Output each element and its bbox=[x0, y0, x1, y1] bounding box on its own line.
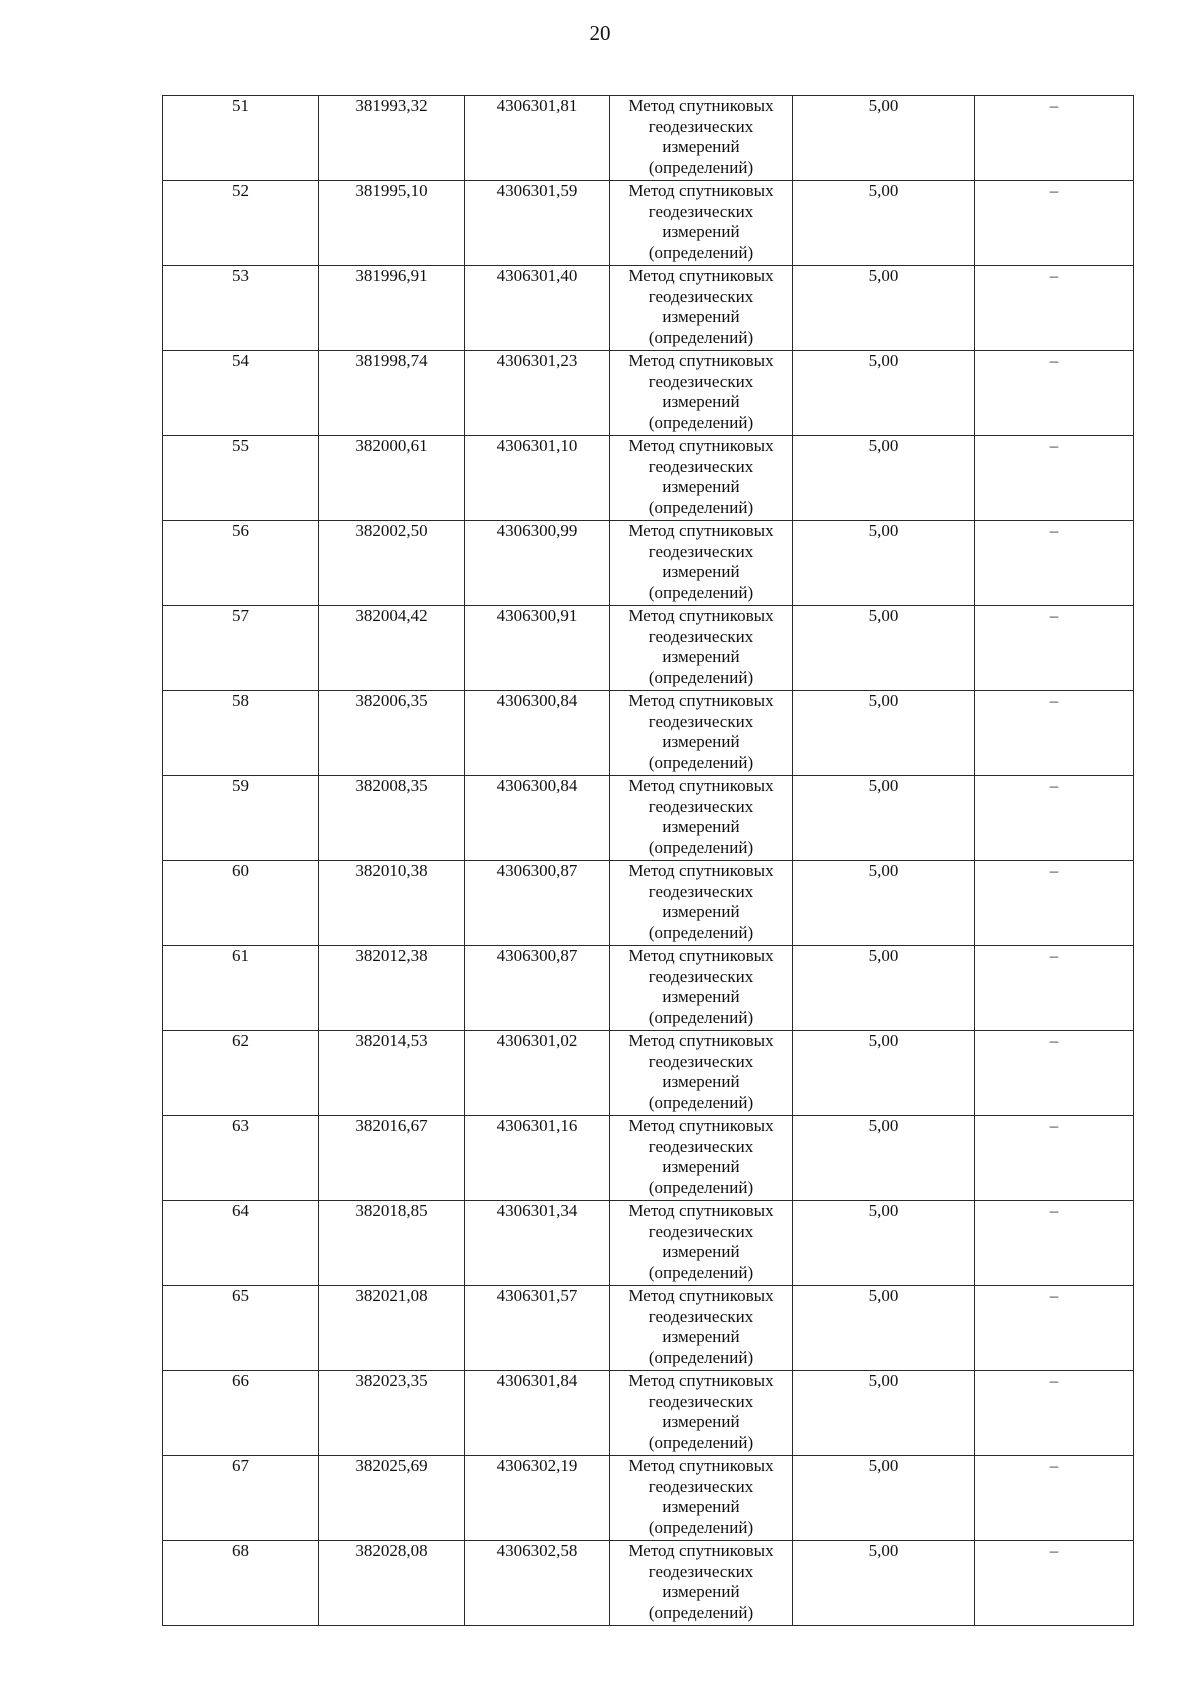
cell-point-number: 58 bbox=[163, 691, 319, 776]
cell-point-number: 53 bbox=[163, 266, 319, 351]
cell-note: – bbox=[975, 776, 1134, 861]
cell-x-coordinate: 382023,35 bbox=[319, 1371, 465, 1456]
cell-method: Метод спутниковых геодезических измерений (определений) bbox=[610, 1286, 793, 1371]
page-number: 20 bbox=[589, 21, 611, 45]
cell-point-number: 64 bbox=[163, 1201, 319, 1286]
cell-point-number: 66 bbox=[163, 1371, 319, 1456]
cell-y-coordinate: 4306301,23 bbox=[465, 351, 610, 436]
table-row bbox=[163, 1031, 1134, 1116]
cell-accuracy: 5,00 bbox=[793, 1031, 975, 1116]
cell-x-coordinate: 382012,38 bbox=[319, 946, 465, 1031]
cell-y-coordinate: 4306302,19 bbox=[465, 1456, 610, 1541]
cell-method: Метод спутниковых геодезических измерений (определений) bbox=[610, 181, 793, 266]
cell-x-coordinate: 382028,08 bbox=[319, 1541, 465, 1626]
cell-accuracy: 5,00 bbox=[793, 776, 975, 861]
cell-note: – bbox=[975, 1116, 1134, 1201]
cell-note: – bbox=[975, 351, 1134, 436]
cell-point-number: 54 bbox=[163, 351, 319, 436]
cell-note: – bbox=[975, 691, 1134, 776]
cell-method: Метод спутниковых геодезических измерений (определений) bbox=[610, 96, 793, 181]
cell-method: Метод спутниковых геодезических измерений (определений) bbox=[610, 1456, 793, 1541]
cell-x-coordinate: 382016,67 bbox=[319, 1116, 465, 1201]
cell-accuracy: 5,00 bbox=[793, 1201, 975, 1286]
cell-method: Метод спутниковых геодезических измерений (определений) bbox=[610, 521, 793, 606]
table-row bbox=[163, 861, 1134, 946]
cell-x-coordinate: 382010,38 bbox=[319, 861, 465, 946]
cell-note: – bbox=[975, 1456, 1134, 1541]
cell-x-coordinate: 382018,85 bbox=[319, 1201, 465, 1286]
cell-accuracy: 5,00 bbox=[793, 266, 975, 351]
cell-y-coordinate: 4306300,87 bbox=[465, 946, 610, 1031]
table-row bbox=[163, 96, 1134, 181]
cell-method: Метод спутниковых геодезических измерений (определений) bbox=[610, 776, 793, 861]
cell-point-number: 68 bbox=[163, 1541, 319, 1626]
cell-point-number: 52 bbox=[163, 181, 319, 266]
cell-note: – bbox=[975, 436, 1134, 521]
cell-note: – bbox=[975, 861, 1134, 946]
table-row bbox=[163, 266, 1134, 351]
cell-y-coordinate: 4306301,57 bbox=[465, 1286, 610, 1371]
cell-note: – bbox=[975, 96, 1134, 181]
cell-method: Метод спутниковых геодезических измерений (определений) bbox=[610, 1371, 793, 1456]
cell-y-coordinate: 4306301,10 bbox=[465, 436, 610, 521]
cell-y-coordinate: 4306302,58 bbox=[465, 1541, 610, 1626]
cell-accuracy: 5,00 bbox=[793, 1456, 975, 1541]
cell-method: Метод спутниковых геодезических измерений (определений) bbox=[610, 1031, 793, 1116]
cell-accuracy: 5,00 bbox=[793, 181, 975, 266]
cell-method: Метод спутниковых геодезических измерений (определений) bbox=[610, 946, 793, 1031]
cell-note: – bbox=[975, 1286, 1134, 1371]
table-row bbox=[163, 606, 1134, 691]
cell-y-coordinate: 4306301,34 bbox=[465, 1201, 610, 1286]
cell-note: – bbox=[975, 1201, 1134, 1286]
cell-method: Метод спутниковых геодезических измерений (определений) bbox=[610, 606, 793, 691]
cell-point-number: 56 bbox=[163, 521, 319, 606]
cell-note: – bbox=[975, 606, 1134, 691]
cell-point-number: 55 bbox=[163, 436, 319, 521]
table-row bbox=[163, 1371, 1134, 1456]
cell-y-coordinate: 4306301,59 bbox=[465, 181, 610, 266]
cell-point-number: 59 bbox=[163, 776, 319, 861]
cell-method: Метод спутниковых геодезических измерений (определений) bbox=[610, 691, 793, 776]
cell-note: – bbox=[975, 266, 1134, 351]
cell-y-coordinate: 4306301,02 bbox=[465, 1031, 610, 1116]
cell-method: Метод спутниковых геодезических измерений (определений) bbox=[610, 1541, 793, 1626]
cell-y-coordinate: 4306301,40 bbox=[465, 266, 610, 351]
cell-y-coordinate: 4306300,99 bbox=[465, 521, 610, 606]
cell-accuracy: 5,00 bbox=[793, 96, 975, 181]
cell-x-coordinate: 382004,42 bbox=[319, 606, 465, 691]
table-row bbox=[163, 776, 1134, 861]
cell-accuracy: 5,00 bbox=[793, 1541, 975, 1626]
table-row bbox=[163, 181, 1134, 266]
cell-accuracy: 5,00 bbox=[793, 606, 975, 691]
coordinates-table bbox=[162, 95, 1134, 1626]
cell-accuracy: 5,00 bbox=[793, 1371, 975, 1456]
cell-method: Метод спутниковых геодезических измерений (определений) bbox=[610, 436, 793, 521]
cell-point-number: 63 bbox=[163, 1116, 319, 1201]
cell-y-coordinate: 4306300,87 bbox=[465, 861, 610, 946]
cell-note: – bbox=[975, 1371, 1134, 1456]
cell-y-coordinate: 4306301,81 bbox=[465, 96, 610, 181]
cell-point-number: 61 bbox=[163, 946, 319, 1031]
cell-accuracy: 5,00 bbox=[793, 1116, 975, 1201]
cell-point-number: 67 bbox=[163, 1456, 319, 1541]
table-row bbox=[163, 1201, 1134, 1286]
cell-accuracy: 5,00 bbox=[793, 521, 975, 606]
cell-method: Метод спутниковых геодезических измерений (определений) bbox=[610, 861, 793, 946]
cell-y-coordinate: 4306300,84 bbox=[465, 691, 610, 776]
cell-x-coordinate: 381993,32 bbox=[319, 96, 465, 181]
table-row bbox=[163, 1541, 1134, 1626]
cell-method: Метод спутниковых геодезических измерений (определений) bbox=[610, 1201, 793, 1286]
cell-note: – bbox=[975, 1031, 1134, 1116]
cell-accuracy: 5,00 bbox=[793, 436, 975, 521]
cell-note: – bbox=[975, 1541, 1134, 1626]
cell-point-number: 65 bbox=[163, 1286, 319, 1371]
cell-x-coordinate: 382002,50 bbox=[319, 521, 465, 606]
cell-accuracy: 5,00 bbox=[793, 351, 975, 436]
cell-accuracy: 5,00 bbox=[793, 1286, 975, 1371]
cell-point-number: 62 bbox=[163, 1031, 319, 1116]
cell-y-coordinate: 4306301,84 bbox=[465, 1371, 610, 1456]
cell-accuracy: 5,00 bbox=[793, 946, 975, 1031]
cell-note: – bbox=[975, 521, 1134, 606]
cell-note: – bbox=[975, 946, 1134, 1031]
cell-point-number: 60 bbox=[163, 861, 319, 946]
table-row bbox=[163, 521, 1134, 606]
cell-x-coordinate: 382014,53 bbox=[319, 1031, 465, 1116]
table-row bbox=[163, 1456, 1134, 1541]
cell-point-number: 51 bbox=[163, 96, 319, 181]
table-row bbox=[163, 691, 1134, 776]
cell-x-coordinate: 382025,69 bbox=[319, 1456, 465, 1541]
table-row bbox=[163, 436, 1134, 521]
table-row bbox=[163, 1116, 1134, 1201]
cell-point-number: 57 bbox=[163, 606, 319, 691]
cell-x-coordinate: 381996,91 bbox=[319, 266, 465, 351]
cell-x-coordinate: 381998,74 bbox=[319, 351, 465, 436]
cell-y-coordinate: 4306301,16 bbox=[465, 1116, 610, 1201]
cell-x-coordinate: 382008,35 bbox=[319, 776, 465, 861]
cell-y-coordinate: 4306300,84 bbox=[465, 776, 610, 861]
cell-method: Метод спутниковых геодезических измерений (определений) bbox=[610, 351, 793, 436]
table-row bbox=[163, 1286, 1134, 1371]
cell-x-coordinate: 382000,61 bbox=[319, 436, 465, 521]
cell-method: Метод спутниковых геодезических измерений (определений) bbox=[610, 1116, 793, 1201]
cell-accuracy: 5,00 bbox=[793, 691, 975, 776]
cell-x-coordinate: 381995,10 bbox=[319, 181, 465, 266]
cell-accuracy: 5,00 bbox=[793, 861, 975, 946]
coordinates-table-body bbox=[163, 96, 1134, 1626]
cell-note: – bbox=[975, 181, 1134, 266]
table-row bbox=[163, 946, 1134, 1031]
cell-y-coordinate: 4306300,91 bbox=[465, 606, 610, 691]
cell-x-coordinate: 382006,35 bbox=[319, 691, 465, 776]
cell-method: Метод спутниковых геодезических измерений (определений) bbox=[610, 266, 793, 351]
table-row bbox=[163, 351, 1134, 436]
cell-x-coordinate: 382021,08 bbox=[319, 1286, 465, 1371]
